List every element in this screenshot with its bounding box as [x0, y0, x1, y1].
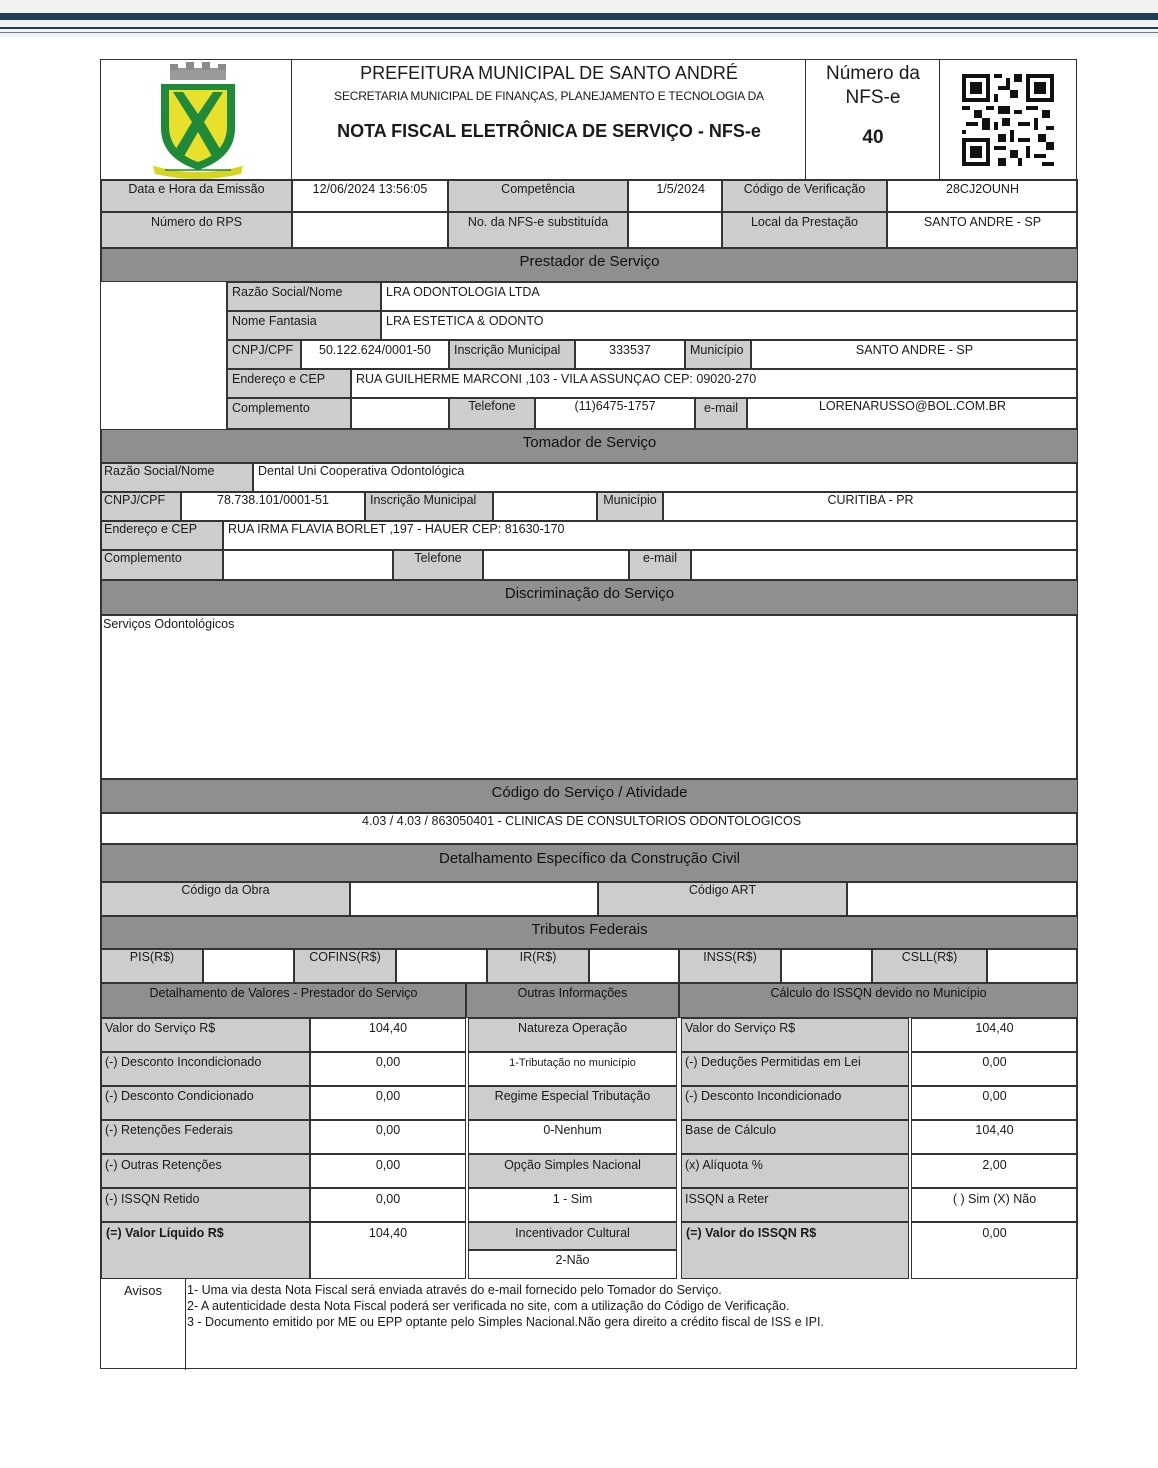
- customer-name-label: Razão Social/Nome: [101, 463, 253, 492]
- provider-trade-name-value: LRA ESTETICA & ODONTO: [381, 311, 1078, 340]
- logo-cell: [101, 60, 292, 180]
- provider-municipal-registration-label: Inscrição Municipal: [449, 340, 575, 369]
- issqn-row-label: (-) Deduções Permitidas em Lei: [681, 1052, 909, 1086]
- values-row-label: (-) Desconto Condicionado: [101, 1086, 310, 1120]
- issqn-row-value: 0,00: [911, 1086, 1078, 1120]
- issqn-row-value: ( ) Sim (X) Não: [911, 1188, 1078, 1222]
- pis-value: [203, 949, 294, 983]
- cofins-label: COFINS(R$): [294, 949, 396, 983]
- values-row-label: Valor do Serviço R$: [101, 1018, 310, 1052]
- provider-email-value: LORENARUSSO@BOL.COM.BR: [747, 398, 1078, 429]
- service-code-section-header: Código do Serviço / Atividade: [101, 779, 1078, 813]
- customer-email-value: [691, 550, 1078, 580]
- verification-code-label: Código de Verificação: [722, 180, 887, 212]
- operation-nature-label: Natureza Operação: [468, 1018, 677, 1052]
- emission-date-value: 12/06/2024 13:56:05: [292, 180, 448, 212]
- substituted-nfse-label: No. da NFS-e substituída: [448, 212, 628, 248]
- values-row-label: (-) Desconto Incondicionado: [101, 1052, 310, 1086]
- service-description: Serviços Odontológicos: [101, 615, 1078, 779]
- cultural-incentive-value: 2-Não: [468, 1250, 677, 1279]
- construction-section-header: Detalhamento Específico da Construção Civil: [101, 844, 1078, 882]
- customer-cnpj-value: 78.738.101/0001-51: [181, 492, 365, 521]
- operation-nature-value: 1-Tributação no município: [468, 1052, 677, 1086]
- simples-nacional-value: 1 - Sim: [468, 1188, 677, 1222]
- customer-address-label: Endereço e CEP: [101, 521, 223, 550]
- values-row-value: 104,40: [310, 1018, 466, 1052]
- notices-list: [185, 1279, 1078, 1370]
- provider-address-label: Endereço e CEP: [227, 369, 351, 398]
- notices-label: Avisos: [123, 1283, 163, 1298]
- construction-work-code-label: Código da Obra: [101, 882, 350, 916]
- csll-label: CSLL(R$): [872, 949, 987, 983]
- nfse-document: [100, 59, 1077, 1369]
- other-info-header: Outras Informações: [466, 983, 679, 1018]
- construction-work-code-value: [350, 882, 598, 916]
- top-bar-line-thin: [0, 32, 1158, 33]
- competencia-value: 1/5/2024: [628, 180, 722, 212]
- provider-name-label: Razão Social/Nome: [227, 282, 381, 311]
- customer-complement-value: [223, 550, 393, 580]
- provider-cnpj-label: CNPJ/CPF: [227, 340, 301, 369]
- customer-municipal-registration-label: Inscrição Municipal: [365, 492, 493, 521]
- issqn-row-label: Base de Cálculo: [681, 1120, 909, 1154]
- ir-value: [589, 949, 679, 983]
- top-bar-line: [0, 27, 1158, 29]
- net-value-label: (=) Valor Líquido R$: [101, 1222, 310, 1279]
- provider-cnpj-value: 50.122.624/0001-50: [301, 340, 449, 369]
- issqn-row-value: 104,40: [911, 1120, 1078, 1154]
- service-location-value: SANTO ANDRE - SP: [887, 212, 1078, 248]
- values-row-value: 0,00: [310, 1188, 466, 1222]
- notice-line: 2- A autenticidade desta Nota Fiscal poderá ser verificada no site, com a utilização do Código de Verificação.: [187, 1299, 790, 1313]
- customer-email-label: e-mail: [629, 550, 691, 580]
- values-row-label: (-) ISSQN Retido: [101, 1188, 310, 1222]
- qr-code-icon: [962, 74, 1054, 166]
- verification-code-value: 28CJ2OUNH: [887, 180, 1078, 212]
- substituted-nfse-value: [628, 212, 722, 248]
- simples-nacional-label: Opção Simples Nacional: [468, 1154, 677, 1188]
- nfse-number: 40: [862, 127, 884, 148]
- provider-section-header: Prestador de Serviço: [101, 248, 1078, 282]
- customer-cnpj-label: CNPJ/CPF: [101, 492, 181, 521]
- provider-trade-name-label: Nome Fantasia: [227, 311, 381, 340]
- provider-municipal-registration-value: 333537: [575, 340, 685, 369]
- document-title: NOTA FISCAL ELETRÔNICA DE SERVIÇO - NFS-e: [337, 121, 761, 141]
- notice-line: 3 - Documento emitido por ME ou EPP optante pelo Simples Nacional.Não gera direito a crédito fiscal de ISS e IPI.: [187, 1315, 824, 1329]
- issqn-value: 0,00: [911, 1222, 1078, 1279]
- issqn-row-value: 2,00: [911, 1154, 1078, 1188]
- cultural-incentive-label: Incentivador Cultural: [468, 1222, 677, 1250]
- csll-value: [987, 949, 1078, 983]
- issqn-row-label: (x) Alíquota %: [681, 1154, 909, 1188]
- customer-phone-value: [483, 550, 629, 580]
- values-detail-header: Detalhamento de Valores - Prestador do Serviço: [101, 983, 466, 1018]
- values-row-value: 0,00: [310, 1120, 466, 1154]
- values-row-label: (-) Outras Retenções: [101, 1154, 310, 1188]
- emission-date-label: Data e Hora da Emissão: [101, 180, 292, 212]
- customer-section-header: Tomador de Serviço: [101, 429, 1078, 463]
- issqn-row-value: 104,40: [911, 1018, 1078, 1052]
- provider-city-label: Município: [685, 340, 751, 369]
- issqn-calculation-header: Cálculo do ISSQN devido no Município: [679, 983, 1078, 1018]
- header-title-cell: [292, 60, 806, 180]
- rps-number-label: Número do RPS: [101, 212, 292, 248]
- secretaria-name: SECRETARIA MUNICIPAL DE FINANÇAS, PLANEJAMENTO E TECNOLOGIA DA: [334, 89, 764, 103]
- provider-email-label: e-mail: [695, 398, 747, 429]
- special-tax-regime-value: 0-Nenhum: [468, 1120, 677, 1154]
- art-code-label: Código ART: [598, 882, 847, 916]
- values-row-value: 0,00: [310, 1052, 466, 1086]
- qr-cell: [940, 60, 1078, 180]
- customer-phone-label: Telefone: [393, 550, 483, 580]
- app-top-bar: [0, 0, 1158, 37]
- customer-address-value: RUA IRMA FLAVIA BORLET ,197 - HAUER CEP: 81630-170: [223, 521, 1078, 550]
- customer-city-label: Município: [597, 492, 663, 521]
- provider-complement-label: Complemento: [227, 398, 351, 429]
- cofins-value: [396, 949, 487, 983]
- provider-address-value: RUA GUILHERME MARCONI ,103 - VILA ASSUNÇAO CEP: 09020-270: [351, 369, 1078, 398]
- prefeitura-name: PREFEITURA MUNICIPAL DE SANTO ANDRÉ: [360, 63, 738, 83]
- top-bar-stripe: [0, 13, 1158, 20]
- issqn-value-label: (=) Valor do ISSQN R$: [681, 1222, 909, 1279]
- issqn-row-label: ISSQN a Reter: [681, 1188, 909, 1222]
- issqn-row-label: Valor do Serviço R$: [681, 1018, 909, 1052]
- customer-city-value: CURITIBA - PR: [663, 492, 1078, 521]
- provider-name-value: LRA ODONTOLOGIA LTDA: [381, 282, 1078, 311]
- issqn-row-value: 0,00: [911, 1052, 1078, 1086]
- customer-name-value: Dental Uni Cooperativa Odontológica: [253, 463, 1078, 492]
- notice-line: 1- Uma via desta Nota Fiscal será enviada através do e-mail fornecido pelo Tomador do Serviço.: [187, 1283, 722, 1297]
- nfse-number-label-2: NFS-e: [845, 87, 901, 108]
- inss-value: [781, 949, 872, 983]
- values-row-value: 0,00: [310, 1154, 466, 1188]
- provider-city-value: SANTO ANDRE - SP: [751, 340, 1078, 369]
- provider-phone-value: (11)6475-1757: [535, 398, 695, 429]
- competencia-label: Competência: [448, 180, 628, 212]
- art-code-value: [847, 882, 1078, 916]
- customer-complement-label: Complemento: [101, 550, 223, 580]
- inss-label: INSS(R$): [679, 949, 781, 983]
- values-row-label: (-) Retenções Federais: [101, 1120, 310, 1154]
- service-location-label: Local da Prestação: [722, 212, 887, 248]
- provider-phone-label: Telefone: [449, 398, 535, 429]
- ir-label: IR(R$): [487, 949, 589, 983]
- special-tax-regime-label: Regime Especial Tributação: [468, 1086, 677, 1120]
- federal-taxes-section-header: Tributos Federais: [101, 916, 1078, 949]
- description-section-header: Discriminação do Serviço: [101, 580, 1078, 615]
- service-code-value: 4.03 / 4.03 / 863050401 - CLINICAS DE CONSULTORIOS ODONTOLOGICOS: [101, 813, 1078, 844]
- customer-municipal-registration-value: [493, 492, 597, 521]
- nfse-number-label-1: Número da: [826, 63, 920, 84]
- provider-logo-space: [101, 282, 227, 429]
- net-value: 104,40: [310, 1222, 466, 1279]
- pis-label: PIS(R$): [101, 949, 203, 983]
- santo-andre-coat-of-arms-icon: [143, 62, 253, 180]
- issqn-row-label: (-) Desconto Incondicionado: [681, 1086, 909, 1120]
- provider-complement-value: [351, 398, 449, 429]
- nfse-number-cell: [806, 60, 940, 180]
- values-row-value: 0,00: [310, 1086, 466, 1120]
- rps-number-value: [292, 212, 448, 248]
